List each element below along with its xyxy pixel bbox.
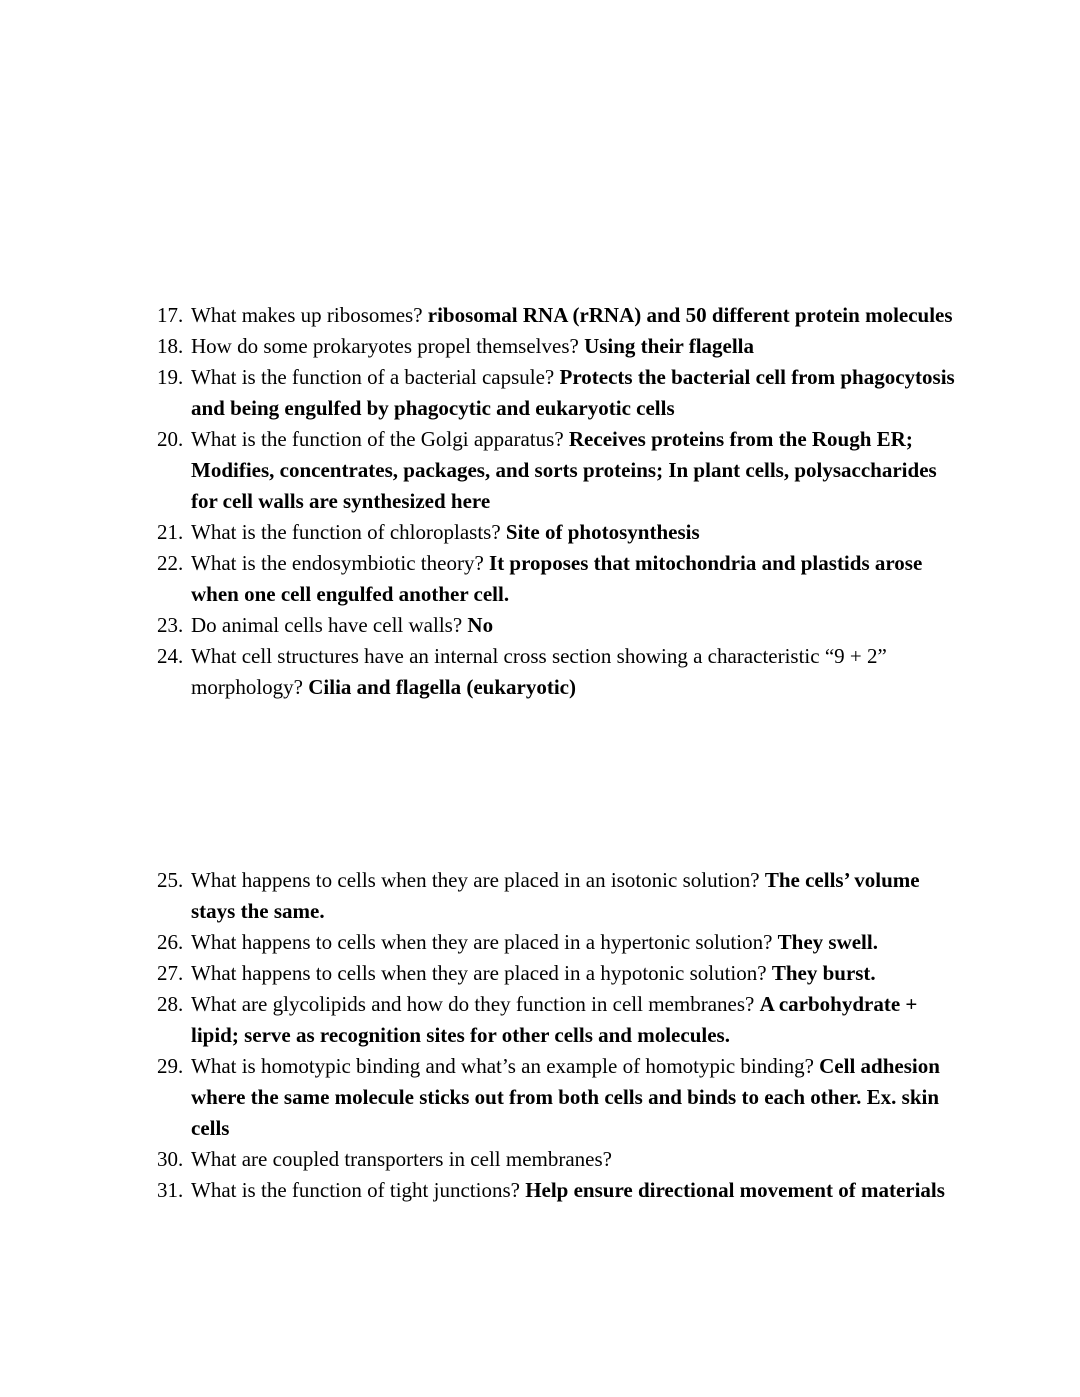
answer-text: No — [467, 613, 494, 637]
item-text — [191, 424, 968, 517]
list-item — [157, 362, 968, 424]
item-text — [191, 927, 968, 958]
item-number: 30. — [157, 1147, 184, 1171]
answer-text: ribosomal RNA (rRNA) and 50 different protein molecules — [427, 303, 953, 327]
answer-text: Protects the bacterial cell from phagocytosis and being engulfed by phagocytic and eukaryotic cells — [191, 365, 955, 420]
list-item — [157, 517, 968, 548]
item-number: 18. — [157, 334, 184, 358]
answer-text: The cells’ volume stays the same. — [191, 868, 920, 923]
item-number: 24. — [157, 644, 184, 668]
list-item — [157, 300, 968, 331]
question-text: What happens to cells when they are placed in a hypotonic solution? — [191, 961, 767, 985]
item-number: 21. — [157, 520, 184, 544]
answer-text: Using their flagella — [584, 334, 755, 358]
item-text — [191, 641, 968, 703]
list-item — [157, 989, 968, 1051]
item-text — [191, 517, 968, 548]
list-item — [157, 1175, 968, 1206]
list-item — [157, 958, 968, 989]
list-item — [157, 548, 968, 610]
question-text: What is the function of a bacterial capsule? — [191, 365, 555, 389]
answer-text: Help ensure directional movement of materials — [525, 1178, 945, 1202]
question-list-block-2 — [157, 865, 968, 1206]
answer-text: It proposes that mitochondria and plastids arose when one cell engulfed another cell. — [191, 551, 923, 606]
question-list-block-1 — [157, 300, 968, 703]
answer-text: Receives proteins from the Rough ER; Modifies, concentrates, packages, and sorts proteins; In plant cells, polysaccharides for cell walls are synthesized here — [191, 427, 937, 513]
list-item — [157, 331, 968, 362]
question-text: What is homotypic binding and what’s an example of homotypic binding? — [191, 1054, 814, 1078]
question-text: What are coupled transporters in cell membranes? — [191, 1147, 612, 1171]
item-text — [191, 548, 968, 610]
list-item — [157, 865, 968, 927]
list-item — [157, 641, 968, 703]
item-text — [191, 1144, 968, 1175]
item-number: 28. — [157, 992, 184, 1016]
item-number: 19. — [157, 365, 184, 389]
answer-text: Site of photosynthesis — [505, 520, 700, 544]
item-number: 20. — [157, 427, 184, 451]
item-number: 27. — [157, 961, 184, 985]
list-item — [157, 1051, 968, 1144]
item-text — [191, 300, 968, 331]
item-number: 29. — [157, 1054, 184, 1078]
item-text — [191, 1051, 968, 1144]
item-text — [191, 362, 968, 424]
answer-text: They swell. — [777, 930, 878, 954]
item-text — [191, 989, 968, 1051]
answer-text: A carbohydrate + lipid; serve as recognition sites for other cells and molecules. — [191, 992, 918, 1047]
answer-text: Cell adhesion where the same molecule sticks out from both cells and binds to each other. Ex. skin cells — [191, 1054, 940, 1140]
question-text: What are glycolipids and how do they function in cell membranes? — [191, 992, 755, 1016]
item-text — [191, 865, 968, 927]
list-item — [157, 1144, 968, 1175]
list-item — [157, 424, 968, 517]
question-text: What is the function of tight junctions? — [191, 1178, 520, 1202]
question-text: What is the function of the Golgi apparatus? — [191, 427, 564, 451]
item-text — [191, 331, 968, 362]
item-text — [191, 610, 968, 641]
question-text: What makes up ribosomes? — [191, 303, 423, 327]
question-text: What cell structures have an internal cross section showing a characteristic “9 + 2” morphology? — [191, 644, 887, 699]
question-text: Do animal cells have cell walls? — [191, 613, 463, 637]
item-text — [191, 958, 968, 989]
question-text: What is the function of chloroplasts? — [191, 520, 501, 544]
question-text: What happens to cells when they are placed in an isotonic solution? — [191, 868, 760, 892]
page-break-gap — [157, 703, 968, 865]
item-number: 25. — [157, 868, 184, 892]
list-item — [157, 927, 968, 958]
question-text: What happens to cells when they are placed in a hypertonic solution? — [191, 930, 773, 954]
question-text: How do some prokaryotes propel themselves? — [191, 334, 579, 358]
item-text — [191, 1175, 968, 1206]
item-number: 23. — [157, 613, 184, 637]
item-number: 22. — [157, 551, 184, 575]
answer-text: Cilia and flagella (eukaryotic) — [308, 675, 576, 699]
answer-text: They burst. — [771, 961, 876, 985]
item-number: 17. — [157, 303, 184, 327]
item-number: 26. — [157, 930, 184, 954]
list-item — [157, 610, 968, 641]
item-number: 31. — [157, 1178, 184, 1202]
question-text: What is the endosymbiotic theory? — [191, 551, 484, 575]
